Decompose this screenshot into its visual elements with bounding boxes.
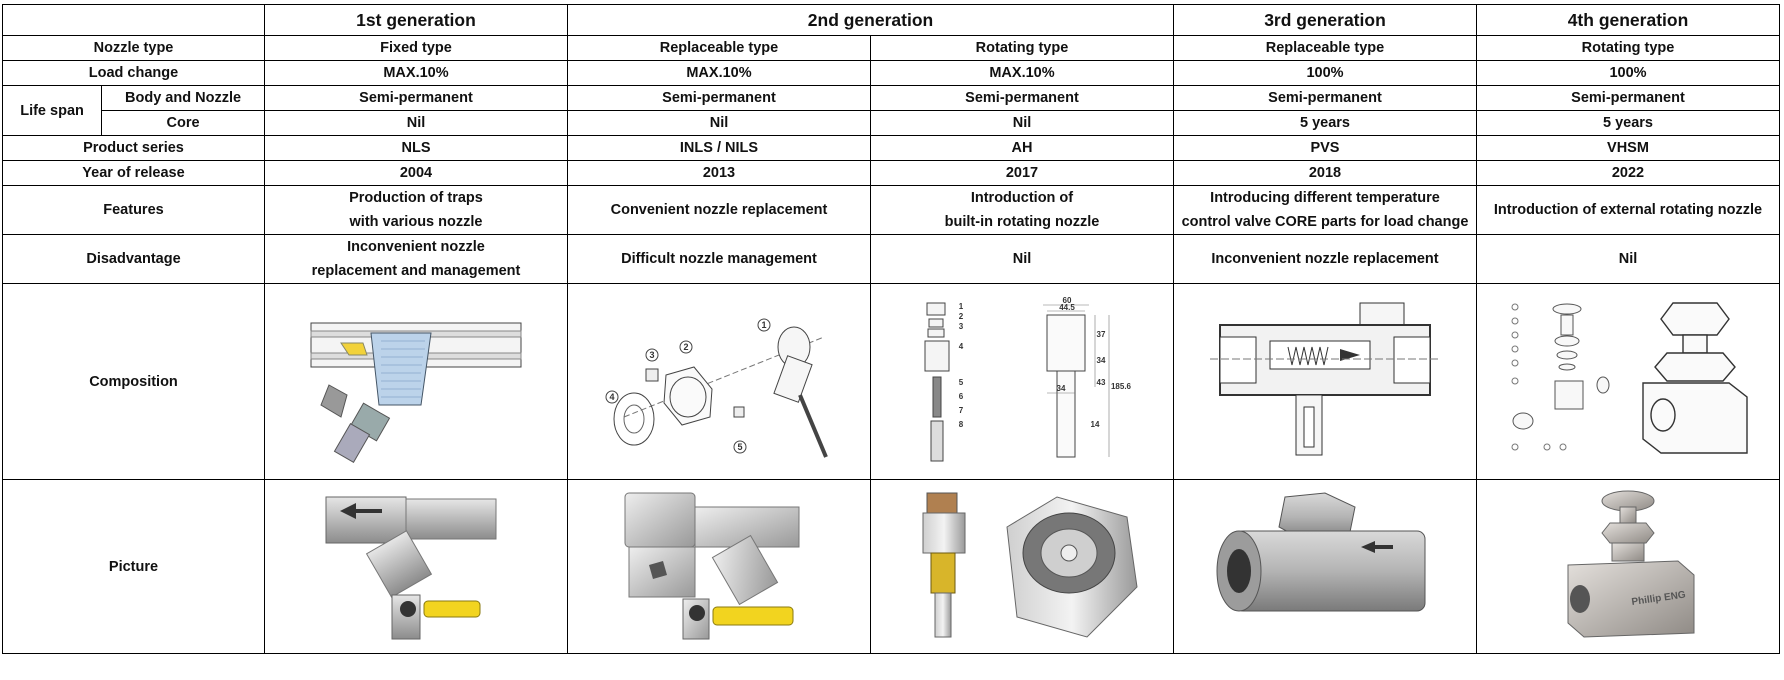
row-picture (3, 480, 1780, 654)
row-sublabel: Body and Nozzle (102, 86, 265, 111)
cell-line: Difficult nozzle management (621, 251, 817, 267)
cell (1476, 186, 1779, 235)
row-year (3, 161, 1780, 186)
cell: 2013 (567, 161, 870, 186)
callout-4: 4 (609, 391, 615, 402)
ah-callout-6: 6 (958, 391, 964, 401)
row-label: Load change (3, 61, 265, 86)
dim-60: 60 (1062, 296, 1072, 305)
row-load-change (3, 61, 1780, 86)
cell-line: control valve CORE parts for load change (1181, 214, 1469, 230)
cell-line: Convenient nozzle replacement (610, 202, 828, 218)
cell-line: Nil (1012, 251, 1032, 267)
row-life-span-body (3, 86, 1780, 111)
ah-callout-7: 7 (958, 405, 964, 415)
row-label-life-span: Life span (3, 86, 102, 136)
picture-nls (264, 480, 567, 654)
picture-inls (567, 480, 870, 654)
ah-callout-8: 8 (958, 419, 964, 429)
nozzle-generation-table (2, 4, 1780, 654)
ah-exploded-and-dimension-drawing (897, 297, 1147, 467)
cell: Semi-permanent (264, 86, 567, 111)
row-label: Disadvantage (3, 235, 265, 284)
cell: 100% (1173, 61, 1476, 86)
header-gen2: 2nd generation (567, 5, 1173, 36)
ah-callout-2: 2 (958, 311, 964, 321)
row-product-series (3, 136, 1780, 161)
cell-line: Inconvenient nozzle replacement (1211, 251, 1439, 267)
cell: AH (870, 136, 1173, 161)
cell: 100% (1476, 61, 1779, 86)
composition-vhsm (1476, 284, 1779, 480)
cell: MAX.10% (264, 61, 567, 86)
header-row (3, 5, 1780, 36)
ah-product-photo (897, 487, 1147, 647)
picture-vhsm (1476, 480, 1779, 654)
picture-pvs (1173, 480, 1476, 654)
inls-exploded-drawing (594, 297, 844, 467)
row-label: Nozzle type (3, 36, 265, 61)
cell: 2018 (1173, 161, 1476, 186)
cell: Semi-permanent (870, 86, 1173, 111)
pvs-cutaway-drawing (1200, 297, 1450, 467)
cell: PVS (1173, 136, 1476, 161)
composition-pvs (1173, 284, 1476, 480)
cell (567, 235, 870, 284)
cell (870, 186, 1173, 235)
cell: Replaceable type (567, 36, 870, 61)
dim-43: 43 (1096, 377, 1106, 387)
nls-product-photo (316, 487, 516, 647)
dim-44-5: 44.5 (1059, 302, 1075, 312)
dim-34-h: 34 (1056, 383, 1066, 393)
cell: Nil (870, 111, 1173, 136)
row-features (3, 186, 1780, 235)
row-composition (3, 284, 1780, 480)
cell (567, 186, 870, 235)
cell: Nil (567, 111, 870, 136)
row-label: Product series (3, 136, 265, 161)
cell-line: replacement and management (311, 263, 521, 279)
header-gen1: 1st generation (264, 5, 567, 36)
cell (264, 186, 567, 235)
callout-2: 2 (683, 341, 689, 352)
nls-cutaway-drawing (301, 297, 531, 467)
row-life-span-core (3, 111, 1780, 136)
cell-line: built-in rotating nozzle (944, 214, 1100, 230)
ah-callout-5: 5 (958, 377, 964, 387)
row-nozzle-type (3, 36, 1780, 61)
cell: Rotating type (1476, 36, 1779, 61)
cell: INLS / NILS (567, 136, 870, 161)
cell: Semi-permanent (567, 86, 870, 111)
ah-callout-3: 3 (958, 321, 964, 331)
cell-line: Introduction of (970, 190, 1074, 206)
vhsm-product-photo (1528, 487, 1728, 647)
dim-185-6: 185.6 (1110, 381, 1131, 391)
cell: Fixed type (264, 36, 567, 61)
dim-34-v: 34 (1096, 355, 1106, 365)
cell-line: Introducing different temperature (1210, 190, 1440, 206)
composition-inls (567, 284, 870, 480)
cell: VHSM (1476, 136, 1779, 161)
cell (1476, 235, 1779, 284)
dim-37: 37 (1096, 329, 1106, 339)
row-label: Composition (3, 284, 265, 480)
brand-engraving: Phillip ENG (1630, 588, 1687, 608)
cell: Semi-permanent (1476, 86, 1779, 111)
cell (870, 235, 1173, 284)
pvs-product-photo (1205, 487, 1445, 647)
cell: NLS (264, 136, 567, 161)
cell: 2017 (870, 161, 1173, 186)
cell-line: Inconvenient nozzle (347, 239, 485, 255)
cell-line: Introduction of external rotating nozzle (1493, 202, 1763, 218)
cell: 5 years (1476, 111, 1779, 136)
cell (1173, 186, 1476, 235)
header-corner (3, 5, 265, 36)
cell-line: Nil (1618, 251, 1638, 267)
cell: Semi-permanent (1173, 86, 1476, 111)
row-label: Picture (3, 480, 265, 654)
callout-1: 1 (761, 319, 767, 330)
header-gen3: 3rd generation (1173, 5, 1476, 36)
vhsm-exploded-and-3d-drawing (1503, 297, 1753, 467)
cell: MAX.10% (870, 61, 1173, 86)
ah-callout-4: 4 (958, 341, 964, 351)
row-disadvantage (3, 235, 1780, 284)
cell-line: Production of traps (349, 190, 483, 206)
cell (264, 235, 567, 284)
cell: 5 years (1173, 111, 1476, 136)
row-label: Year of release (3, 161, 265, 186)
cell: Nil (264, 111, 567, 136)
callout-5: 5 (737, 441, 743, 452)
callout-3: 3 (649, 349, 655, 360)
cell: Replaceable type (1173, 36, 1476, 61)
ah-callout-1: 1 (958, 301, 964, 311)
picture-ah (870, 480, 1173, 654)
row-sublabel: Core (102, 111, 265, 136)
composition-nls (264, 284, 567, 480)
cell: Rotating type (870, 36, 1173, 61)
cell: MAX.10% (567, 61, 870, 86)
inls-product-photo (619, 487, 819, 647)
cell-line: with various nozzle (349, 214, 483, 230)
composition-ah (870, 284, 1173, 480)
cell (1173, 235, 1476, 284)
row-label: Features (3, 186, 265, 235)
cell: 2004 (264, 161, 567, 186)
cell: 2022 (1476, 161, 1779, 186)
dim-14: 14 (1090, 419, 1100, 429)
header-gen4: 4th generation (1476, 5, 1779, 36)
